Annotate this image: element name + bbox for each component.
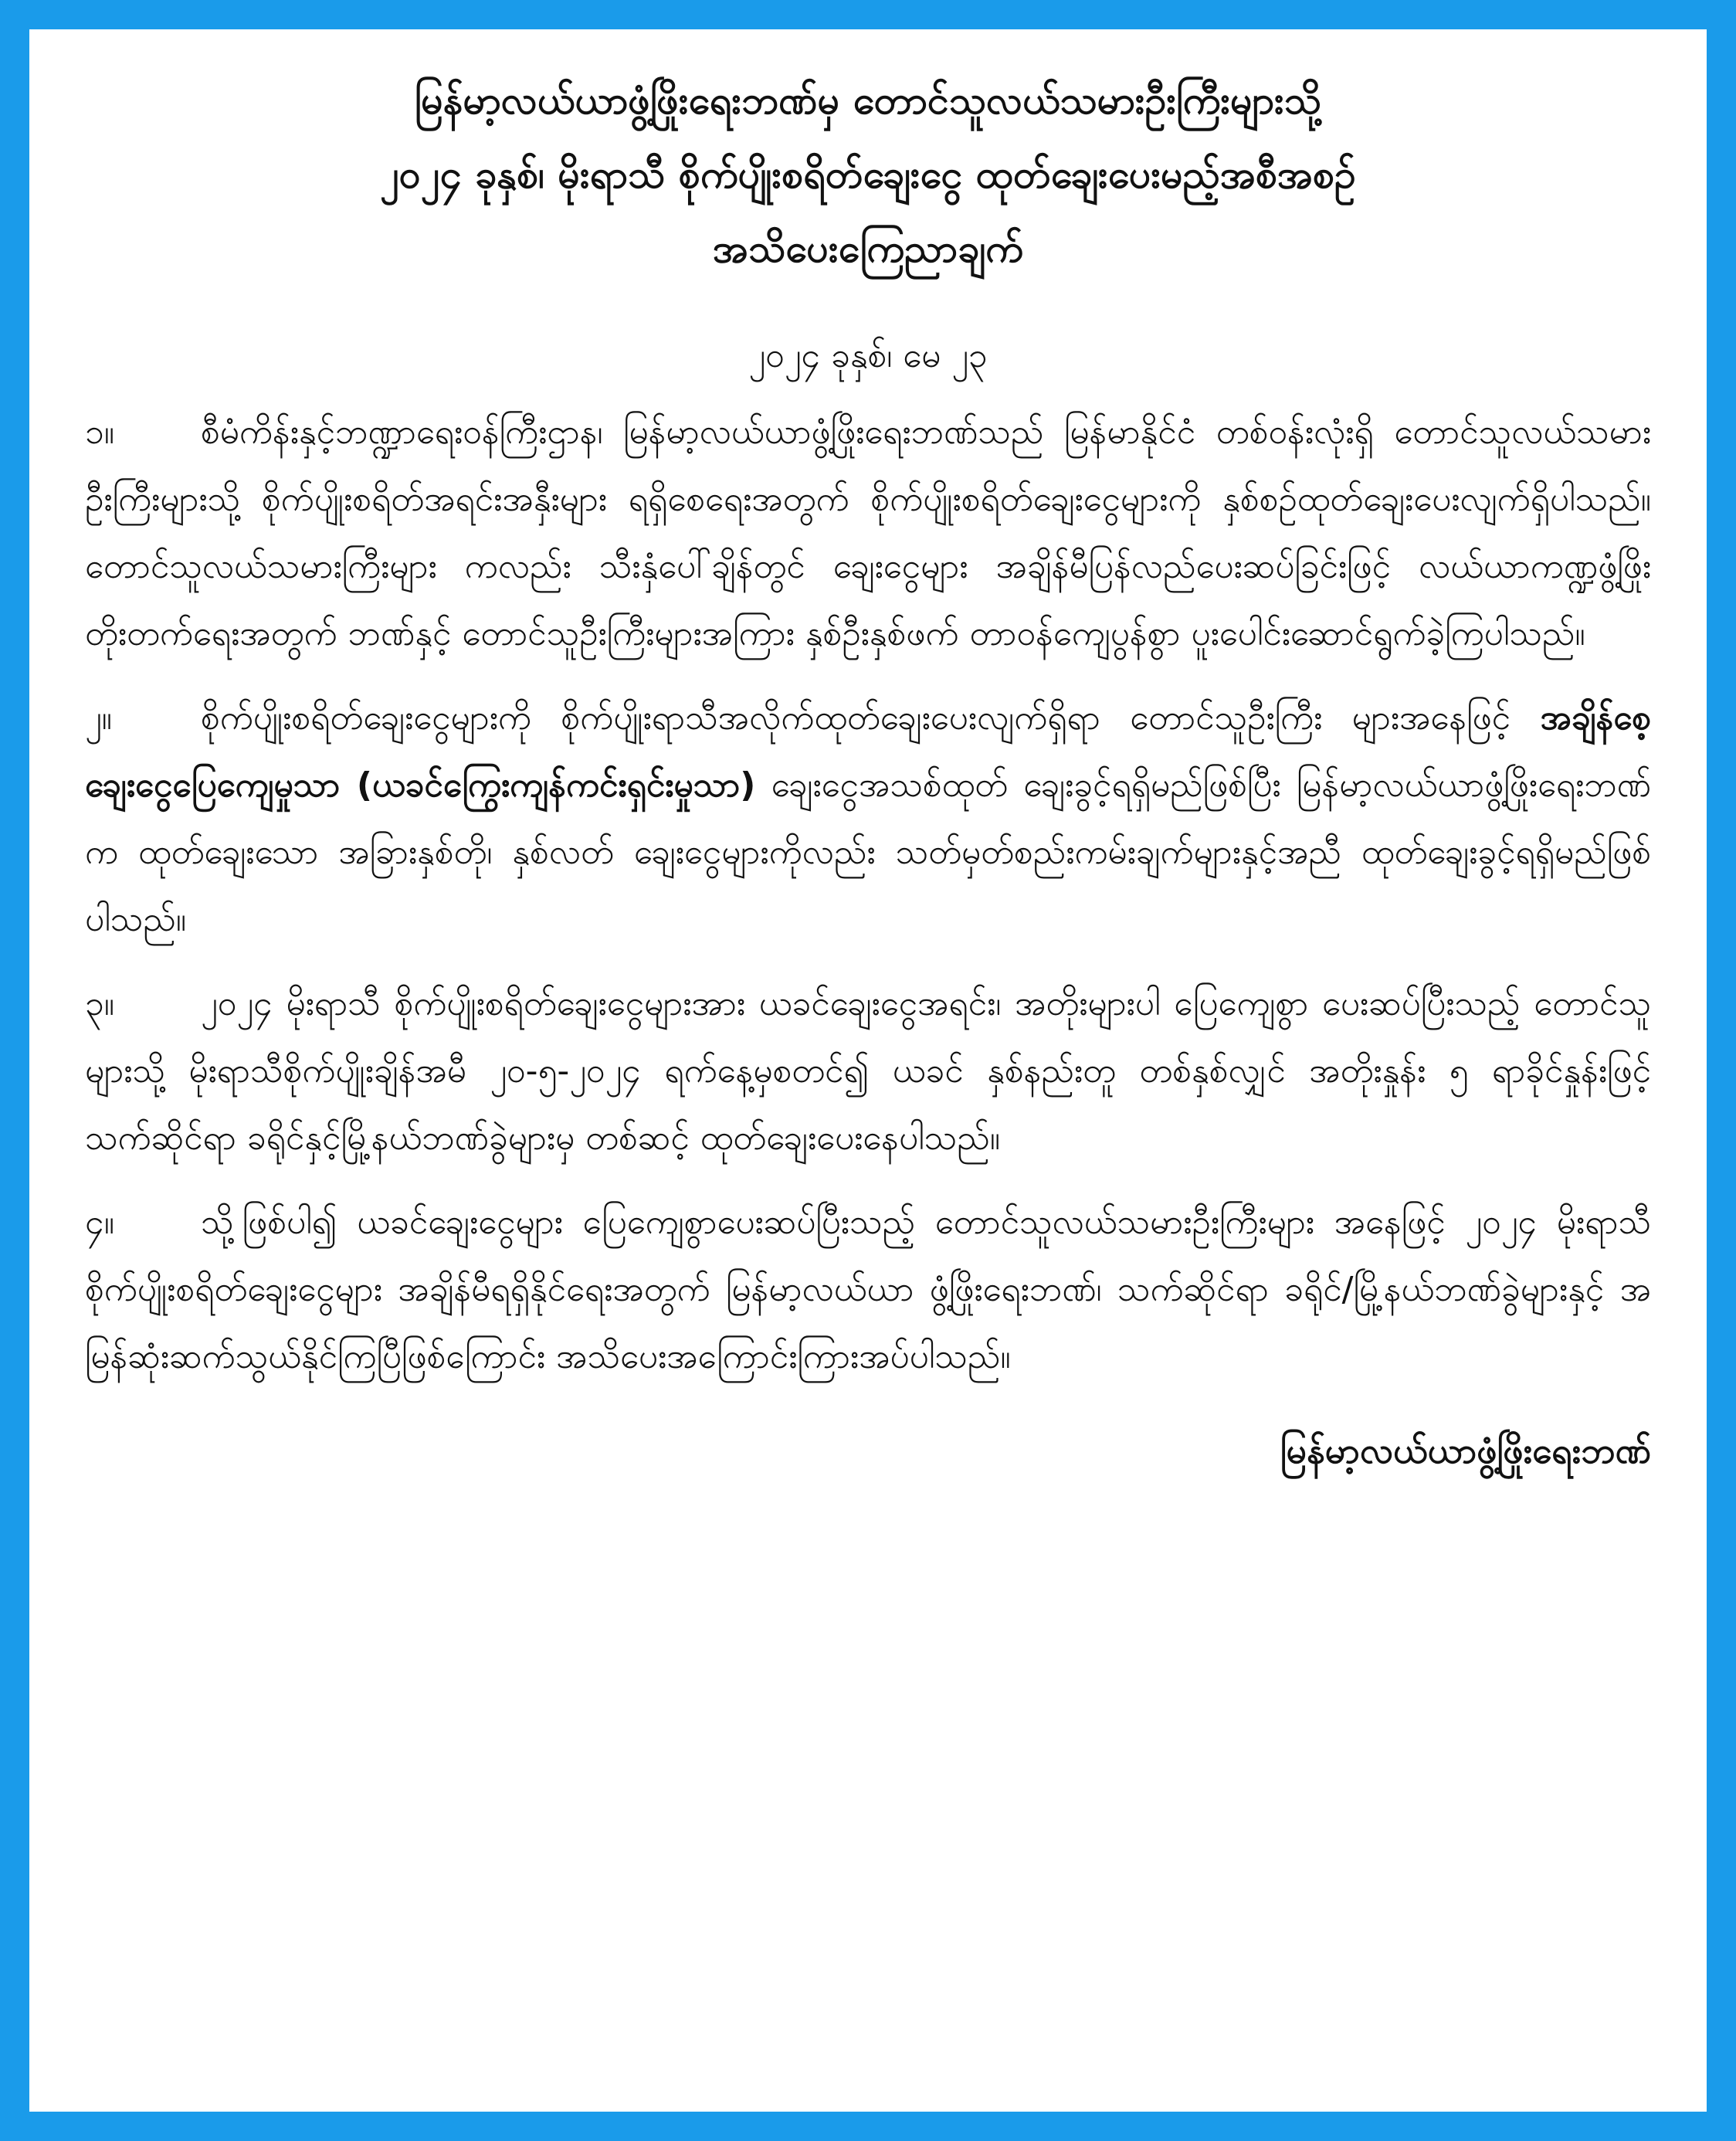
paragraph-2 [85, 684, 1651, 953]
title-line-1: မြန်မာ့လယ်ယာဖွံ့ဖြိုးရေးဘဏ်မှ တောင်သူလယ်သမားဦးကြီးများသို့ [414, 78, 1322, 123]
paragraph-number: ၁။ [85, 412, 115, 452]
paragraph-3 [85, 970, 1651, 1172]
paragraph-bold-text: အချိန်စေ့ချေးငွေပြေကျေမှုသာ (ယခင်ကြွေးကျန်ကင်းရှင်းမှုသာ) [85, 698, 1651, 805]
announcement-title [85, 63, 1651, 286]
paragraph-number: ၄။ [85, 1203, 115, 1242]
paragraph-text: စီမံကိန်းနှင့်ဘဏ္ဍာရေးဝန်ကြီးဌာန၊ မြန်မာ့လယ်ယာဖွံ့ဖြိုးရေးဘဏ်သည် မြန်မာနိုင်ငံ တစ်ဝန်းလုံးရှိ တောင်သူလယ်သမားဦးကြီးများသို့ စိုက်ပျိုးစရိတ်အရင်းအနှီးများ ရရှိစေရေးအတွက် စိုက်ပျိုးစရိတ်ချေးငွေများကို နှစ်စဉ်ထုတ်ချေးပေးလျက်ရှိပါသည်။ တောင်သူလယ်သမားကြီးများ ကလည်း သီးနှံပေါ်ချိန်တွင် ချေးငွေများ အချိန်မီပြန်လည်ပေးဆပ်ခြင်းဖြင့် လယ်ယာကဏ္ဍဖွံ့ဖြိုး တိုးတက်ရေးအတွက် ဘဏ်နှင့် တောင်သူဦးကြီးများအကြား နှစ်ဦးနှစ်ဖက် တာဝန်ကျေပွန်စွာ ပူးပေါင်းဆောင်ရွက်ခဲ့ကြပါသည်။ [85, 412, 1651, 653]
announcement-date: ၂၀၂၄ ခုနှစ်၊ မေ ၂၃ [748, 336, 988, 375]
announcement-sheet [29, 29, 1707, 2112]
signature: မြန်မာ့လယ်ယာဖွံ့ဖြိုးရေးဘဏ် [1280, 1430, 1651, 1471]
paragraph-number: ၃။ [85, 984, 115, 1023]
title-line-3: အသိပေးကြေညာချက် [713, 226, 1023, 271]
paragraph-text: ချေးငွေအသစ်ထုတ် ချေးခွင့်ရရှိမည်ဖြစ်ပြီး မြန်မာ့လယ်ယာဖွံ့ဖြိုးရေးဘဏ်က ထုတ်ချေးသော အခြားနှစ်တို၊ နှစ်လတ် ချေးငွေများကိုလည်း သတ်မှတ်စည်းကမ်းချက်များနှင့်အညီ ထုတ်ချေးခွင့်ရရှိမည်ဖြစ်ပါသည်။ [85, 765, 1651, 939]
title-line-2: ၂၀၂၄ ခုနှစ်၊ မိုးရာသီ စိုက်ပျိုးစရိတ်ချေးငွေ ထုတ်ချေးပေးမည့်အစီအစဉ် [380, 152, 1356, 197]
paragraph-text: စိုက်ပျိုးစရိတ်ချေးငွေများကို စိုက်ပျိုးရာသီအလိုက်ထုတ်ချေးပေးလျက်ရှိရာ တောင်သူဦးကြီး များအနေဖြင့် [201, 698, 1541, 738]
paragraph-1 [85, 399, 1651, 667]
paragraph-text: ၂၀၂၄ မိုးရာသီ စိုက်ပျိုးစရိတ်ချေးငွေများအား ယခင်ချေးငွေအရင်း၊ အတိုးများပါ ပြေကျေစွာ ပေးဆပ်ပြီးသည့် တောင်သူများသို့ မိုးရာသီစိုက်ပျိုးချိန်အမီ ၂၀-၅-၂၀၂၄ ရက်နေ့မှစတင်၍ ယခင် နှစ်နည်းတူ တစ်နှစ်လျှင် အတိုးနှုန်း ၅ ရာခိုင်နှုန်းဖြင့် သက်ဆိုင်ရာ ခရိုင်နှင့်မြို့နယ်ဘဏ်ခွဲများမှ တစ်ဆင့် ထုတ်ချေးပေးနေပါသည်။ [85, 984, 1651, 1158]
paragraph-text: သို့ဖြစ်ပါ၍ ယခင်ချေးငွေများ ပြေကျေစွာပေးဆပ်ပြီးသည့် တောင်သူလယ်သမားဦးကြီးများ အနေဖြင့် ၂၀၂၄ မိုးရာသီ စိုက်ပျိုးစရိတ်ချေးငွေများ အချိန်မီရရှိနိုင်ရေးအတွက် မြန်မာ့လယ်ယာ ဖွံ့ဖြိုးရေးဘဏ်၊ သက်ဆိုင်ရာ ခရိုင်/မြို့နယ်ဘဏ်ခွဲများနှင့် အမြန်ဆုံးဆက်သွယ်နိုင်ကြပြီဖြစ်ကြောင်း အသိပေးအကြောင်းကြားအပ်ပါသည်။ [85, 1203, 1651, 1376]
paragraph-number: ၂။ [85, 698, 112, 738]
paragraph-4 [85, 1189, 1651, 1390]
